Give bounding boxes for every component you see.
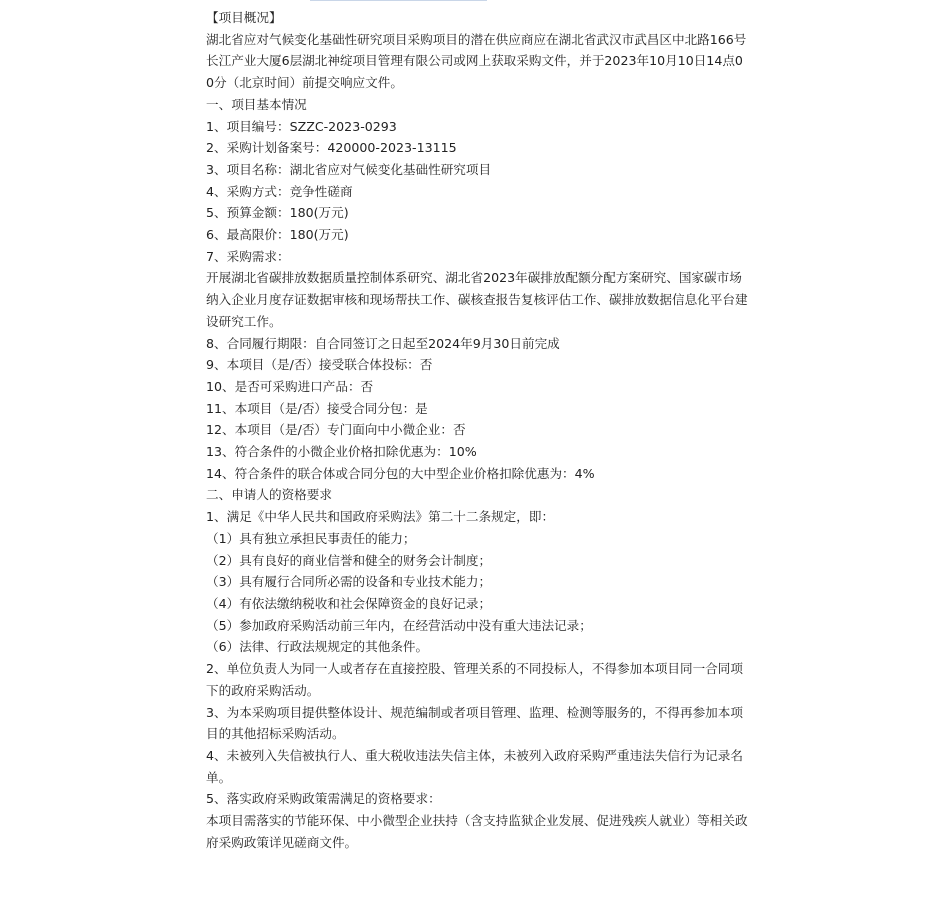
qualification-item: 1、满足《中华人民共和国政府采购法》第二十二条规定，即： [206, 509, 555, 525]
qualification-item: 5、落实政府采购政策需满足的资格要求： [206, 791, 441, 807]
part2-heading: 二、申请人的资格要求 [206, 487, 332, 503]
qualification-item: （4）有依法缴纳税收和社会保障资金的良好记录； [206, 595, 492, 611]
qualification-item: 本项目需落实的节能环保、中小微型企业扶持（含支持监狱企业发展、促进残疾人就业）等相关政府采购政策详见磋商文件。 [206, 813, 748, 850]
large-enterprise-discount: 14、符合条件的联合体或合同分包的大中型企业价格扣除优惠为：4% [206, 465, 595, 481]
qualification-item: 4、未被列入失信被执行人、重大税收违法失信主体，未被列入政府采购严重违法失信行为记录名单。 [206, 747, 743, 785]
plan-record-number: 2、采购计划备案号：420000-2023-13115 [206, 140, 457, 156]
announcement-body [206, 7, 750, 853]
consortium-bid: 9、本项目（是/否）接受联合体投标：否 [206, 357, 433, 373]
procurement-needs-text: 开展湖北省碳排放数据质量控制体系研究、湖北省2023年碳排放配额分配方案研究、国家碳市场纳入企业月度存证数据审核和现场帮扶工作、碳核查报告复核评估工作、碳排放数据信息化平台建设研究工作。 [206, 270, 748, 329]
max-price: 6、最高限价：180(万元) [206, 227, 349, 243]
procurement-needs-label: 7、采购需求： [206, 248, 290, 264]
qualification-item: （2）具有良好的商业信誉和健全的财务会计制度； [206, 552, 492, 568]
qualification-item: 2、单位负责人为同一人或者存在直接控股、管理关系的不同投标人，不得参加本项目同一合同项下的政府采购活动。 [206, 661, 743, 698]
qualification-item: 3、为本采购项目提供整体设计、规范编制或者项目管理、监理、检测等服务的，不得再参加本项目的其他招标采购活动。 [206, 704, 743, 742]
top-divider [310, 0, 487, 1]
qualification-item: （1）具有独立承担民事责任的能力； [206, 530, 416, 546]
project-name: 3、项目名称：湖北省应对气候变化基础性研究项目 [206, 161, 492, 177]
budget-amount: 5、预算金额：180(万元) [206, 205, 349, 221]
intro-paragraph: 湖北省应对气候变化基础性研究项目采购项目的潜在供应商应在湖北省武汉市武昌区中北路166号长江产业大厦6层湖北神绽项目管理有限公司或网上获取采购文件，并于2023年10月10日14点00分（北京时间）前提交响应文件。 [206, 31, 747, 91]
small-enterprise-discount: 13、符合条件的小微企业价格扣除优惠为：10% [206, 444, 477, 460]
part1-heading: 一、项目基本情况 [206, 96, 307, 112]
project-number: 1、项目编号：SZZC-2023-0293 [206, 118, 397, 134]
qualification-item: （6）法律、行政法规规定的其他条件。 [206, 639, 429, 655]
contract-subcontract: 11、本项目（是/否）接受合同分包：是 [206, 400, 428, 416]
procurement-method: 4、采购方式：竞争性磋商 [206, 183, 353, 199]
qualification-item: （3）具有履行合同所必需的设备和专业技术能力； [206, 574, 492, 590]
section-heading: 【项目概况】 [206, 10, 282, 25]
qualification-item: （5）参加政府采购活动前三年内，在经营活动中没有重大违法记录； [206, 617, 592, 633]
contract-period: 8、合同履行期限：自合同签订之日起至2024年9月30日前完成 [206, 335, 560, 351]
sme-only: 12、本项目（是/否）专门面向中小微企业：否 [206, 422, 466, 438]
imported-products: 10、是否可采购进口产品：否 [206, 378, 374, 394]
